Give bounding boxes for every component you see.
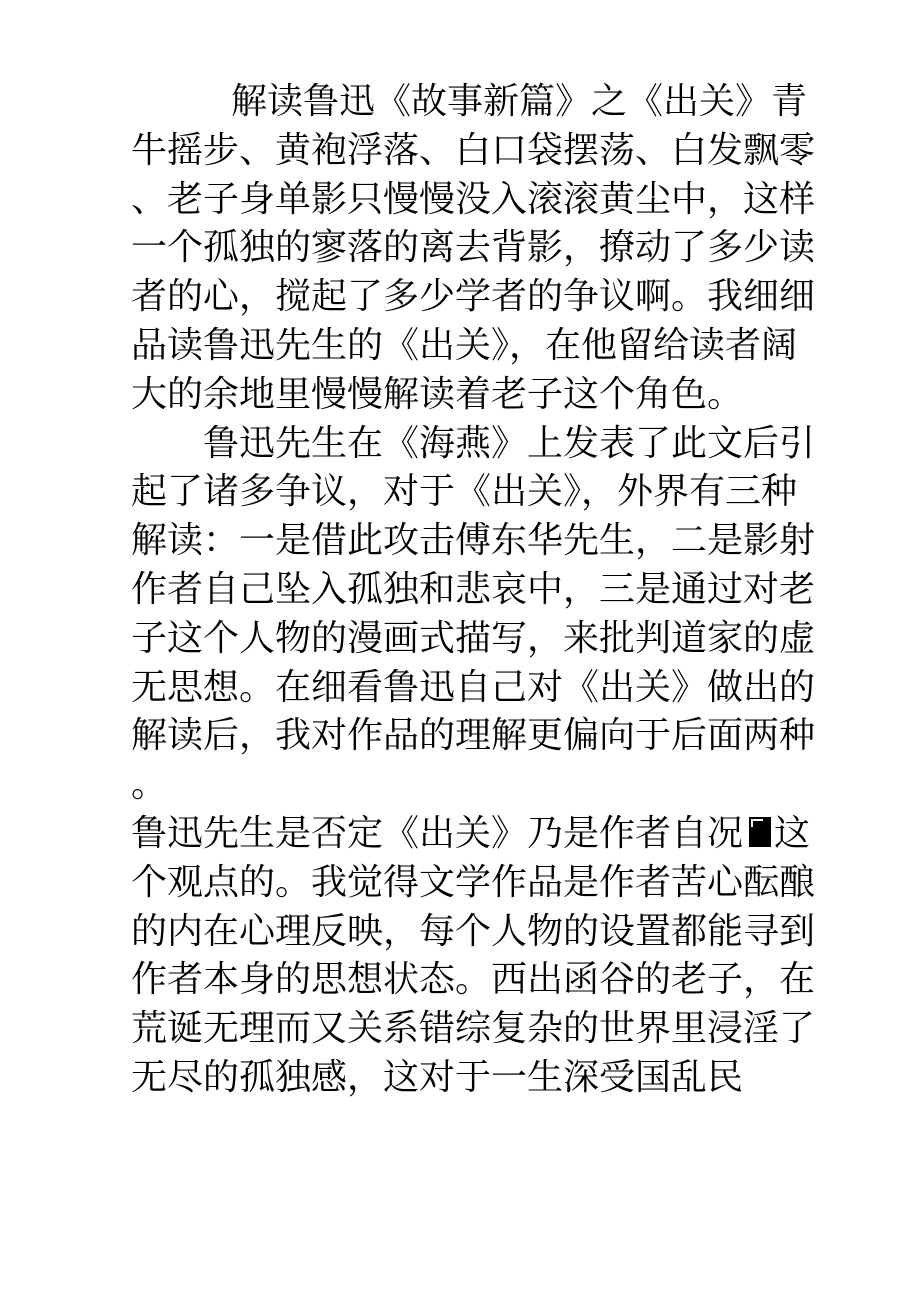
text-line: 荒诞无理而又关系错综复杂的世界里浸淫了 xyxy=(131,1008,816,1050)
text-line: 的内在心理反映，每个人物的设置都能寻到 xyxy=(131,910,816,952)
text-line: 鲁迅先生在《海燕》上发表了此文后引 xyxy=(203,422,816,464)
text-line: 大的余地里慢慢解读着老子这个角色。 xyxy=(131,373,744,415)
text-line: 作者自己坠入孤独和悲哀中，三是通过对老 xyxy=(131,568,816,610)
text-line: 解读后，我对作品的理解更偏向于后面两种 xyxy=(131,715,816,757)
text-line: 起了诸多争议，对于《出关》，外界有三种 xyxy=(131,471,798,513)
text-line: 品读鲁迅先生的《出关》，在他留给读者阔 xyxy=(131,324,798,366)
text-line: 无思想。在细看鲁迅自己对《出关》做出的 xyxy=(131,666,816,708)
text-line-with-glyph xyxy=(131,810,811,859)
text-line: 。 xyxy=(131,764,168,806)
text-line: 解读鲁迅《故事新篇》之《出关》青 xyxy=(231,81,808,122)
text-line: 子这个人物的漫画式描写，来批判道家的虚 xyxy=(131,617,816,659)
text-segment: 这 xyxy=(774,812,811,854)
text-line: 作者本身的思想状态。西出函谷的老子，在 xyxy=(131,959,816,1001)
text-segment: 鲁迅先生是否定《出关》乃是作者自况 xyxy=(131,812,744,854)
body-text xyxy=(131,78,816,1103)
text-line: 牛摇步、黄袍浮落、白口袋摆荡、白发飘零 xyxy=(131,129,816,171)
text-line: 无尽的孤独感，这对于一生深受国乱民 xyxy=(131,1056,744,1098)
text-line: 、老子身单影只慢慢没入滚滚黄尘中，这样 xyxy=(131,178,816,220)
text-line: 个观点的。我觉得文学作品是作者苦心酝酿 xyxy=(131,861,816,903)
text-line: 者的心，搅起了多少学者的争议啊。我细细 xyxy=(131,276,816,318)
text-line: 一个孤独的寥落的离去背影，撩动了多少读 xyxy=(131,227,816,269)
text-line: 解读：一是借此攻击傅东华先生，二是影射 xyxy=(131,520,816,562)
missing-glyph-icon xyxy=(749,817,771,847)
